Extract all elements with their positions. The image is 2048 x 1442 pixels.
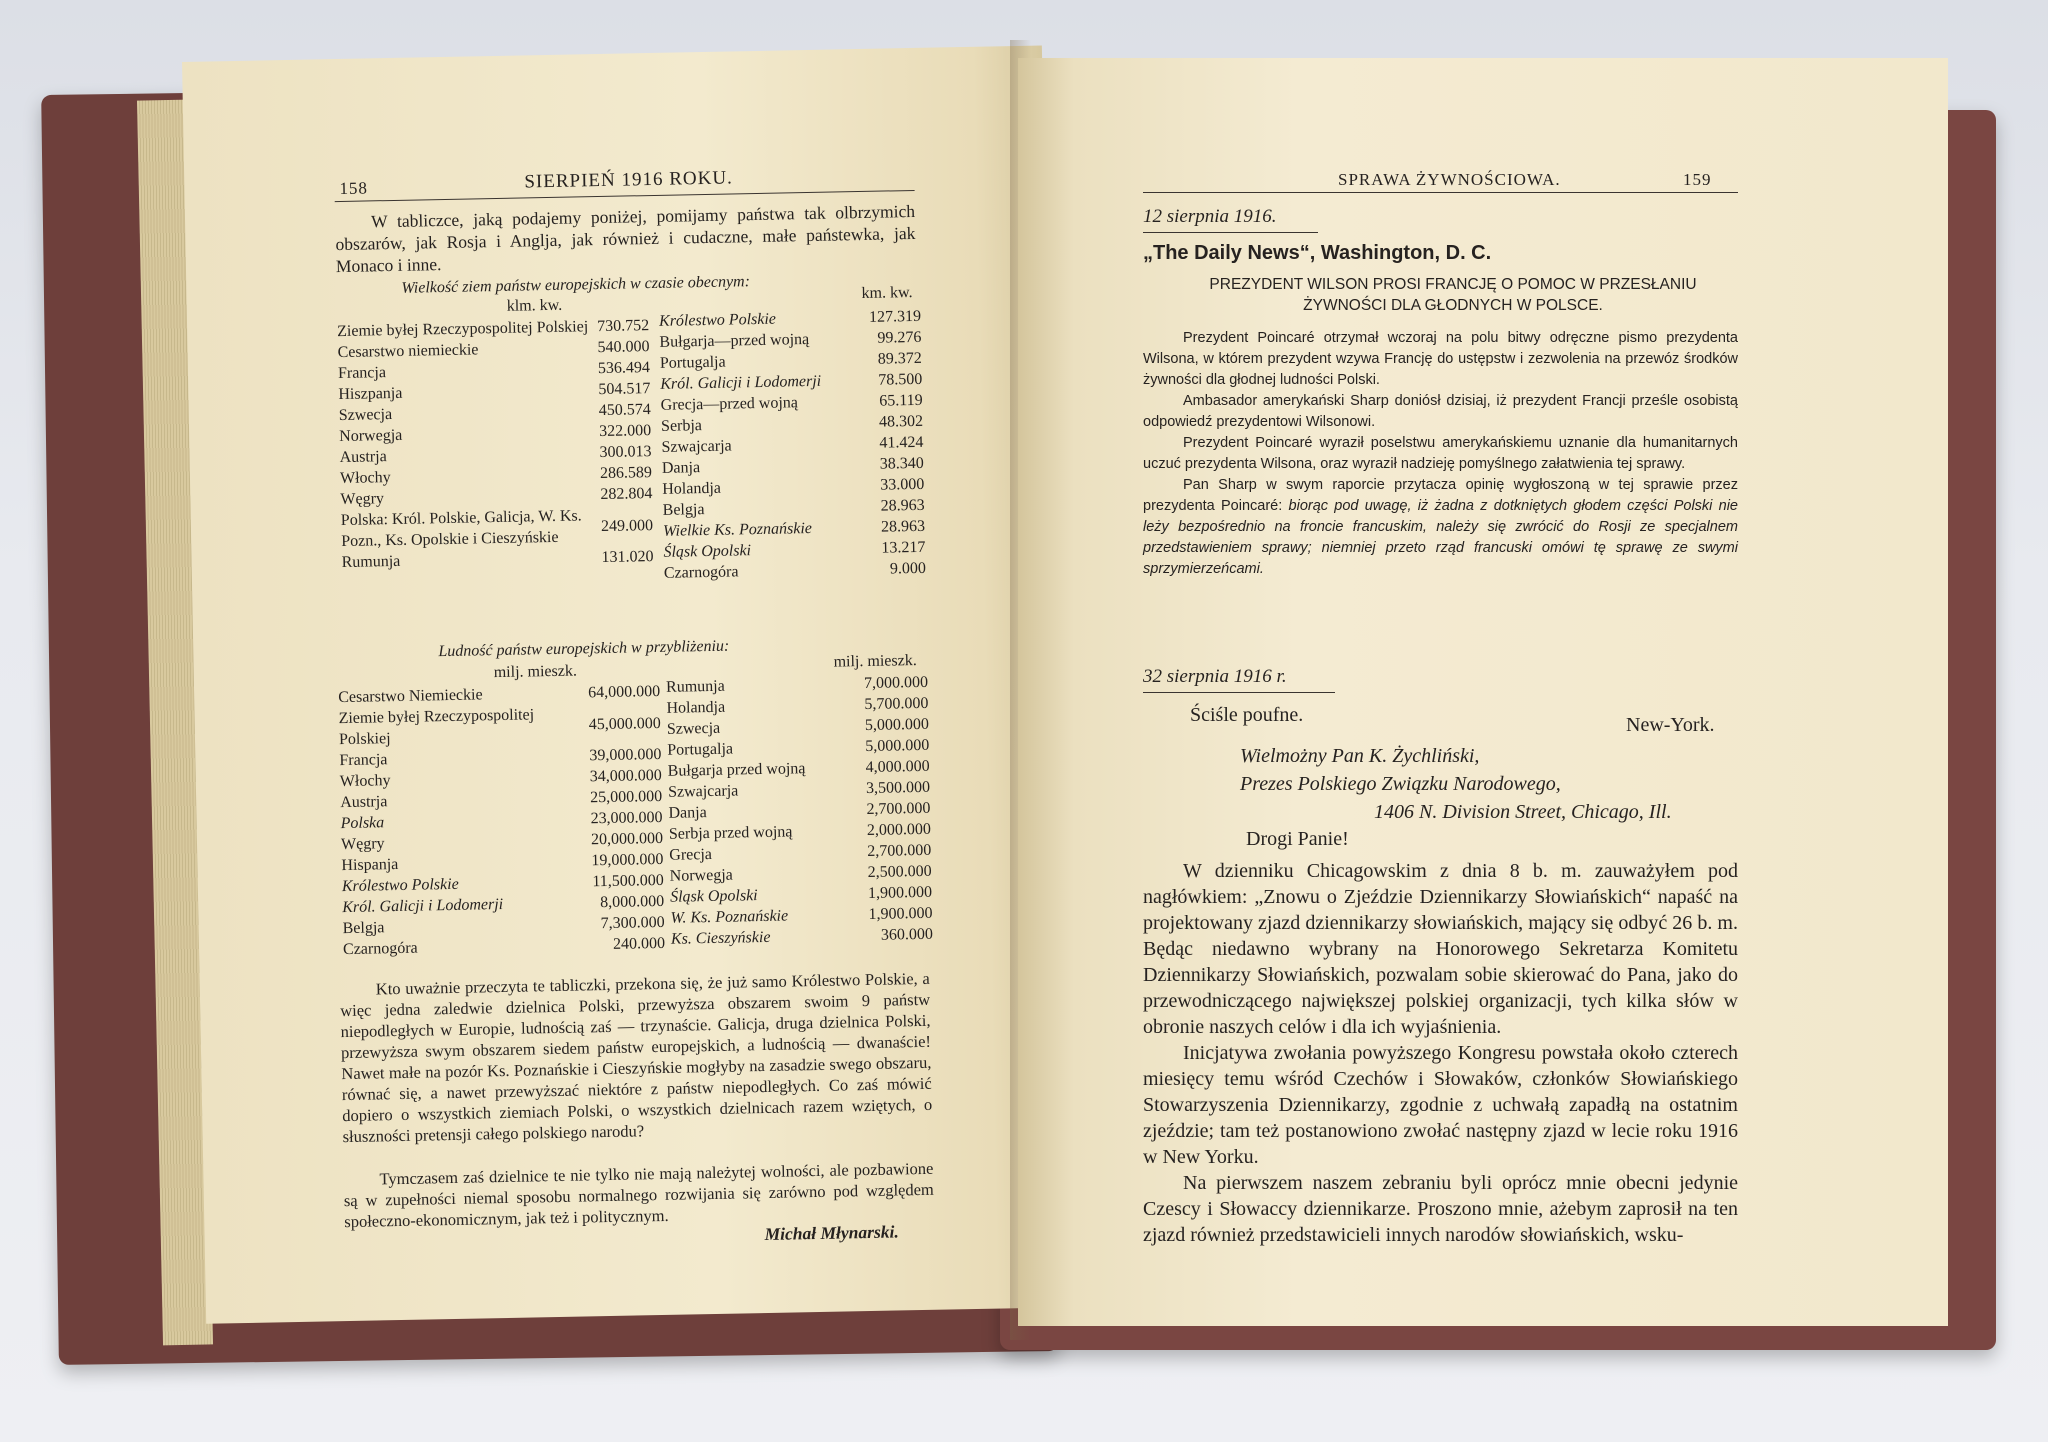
row-label: Czarnogóra bbox=[663, 563, 739, 582]
row-value: 9.000 bbox=[889, 559, 927, 578]
row-value: 8,000.000 bbox=[600, 892, 665, 912]
row-label: Rumunja bbox=[341, 552, 401, 572]
row-value: 2,500.000 bbox=[867, 862, 932, 881]
row-value: 38.340 bbox=[879, 454, 925, 473]
date-heading-1: 12 sierpnia 1916. bbox=[1143, 206, 1277, 227]
row-label: Cesarstwo niemieckie bbox=[337, 341, 479, 362]
row-label: Polska bbox=[340, 814, 385, 833]
row-label: Serbja bbox=[660, 417, 703, 435]
row-label: Węgry bbox=[340, 835, 385, 854]
row-label: Danja bbox=[661, 459, 701, 477]
row-value: 99.276 bbox=[877, 328, 922, 347]
row-label: Belgja bbox=[342, 919, 385, 938]
row-label: Norwegja bbox=[339, 426, 403, 446]
right-page bbox=[1018, 58, 1948, 1326]
row-label: Królestwo Polskie bbox=[341, 875, 459, 896]
row-label: Ziemie byłej Rzeczypospolitej Polskiej bbox=[337, 318, 589, 341]
row-value: 5,700.000 bbox=[864, 694, 929, 714]
population-table-left bbox=[334, 681, 669, 960]
row-label: Ks. Cieszyńskie bbox=[670, 928, 771, 948]
row-label: Bułgarja przed wojną bbox=[667, 760, 806, 780]
population-unit-left: milj. mieszk. bbox=[493, 662, 578, 682]
row-value: 540.000 bbox=[597, 338, 650, 357]
row-label: Grecja bbox=[669, 845, 713, 864]
right-page-number: 159 bbox=[1683, 170, 1712, 189]
row-value: 3,500.000 bbox=[865, 778, 931, 797]
row-label: Włochy bbox=[339, 772, 391, 791]
row-label: Bułgarja—przed wojną bbox=[659, 331, 810, 351]
row-value: 25,000.000 bbox=[590, 787, 663, 807]
population-table-caption: Ludność państw europejskich w przybliżeniu: bbox=[438, 637, 730, 661]
row-label: Grecja—przed wojną bbox=[660, 394, 799, 414]
left-head-rule bbox=[335, 190, 915, 202]
row-value: 360.000 bbox=[880, 925, 934, 944]
row-label: Śląsk Opolski bbox=[669, 887, 758, 906]
left-page-number: 158 bbox=[339, 178, 369, 198]
table-row bbox=[334, 702, 665, 750]
table-row bbox=[667, 924, 937, 950]
row-value: 249.000 bbox=[600, 516, 654, 535]
row-label: Portugalja bbox=[667, 740, 734, 759]
row-label: Holandja bbox=[666, 698, 726, 717]
row-value: 11,500.000 bbox=[592, 871, 664, 891]
row-label: Szwecja bbox=[666, 719, 721, 738]
row-label: Szwecja bbox=[338, 406, 393, 425]
row-value: 7,000.000 bbox=[863, 673, 929, 693]
row-label: Hiszpanja bbox=[338, 384, 403, 404]
row-label: Francja bbox=[339, 751, 388, 770]
row-value: 504.517 bbox=[598, 380, 651, 399]
news-headline: PREZYDENT WILSON PROSI FRANCJĘ O POMOC W PRZESŁANIU ŻYWNOŚCI DLA GŁODNYCH W POLSCE. bbox=[1209, 276, 1697, 314]
confidential-note: Ściśle poufne. bbox=[1190, 704, 1304, 726]
row-value: 240.000 bbox=[612, 934, 666, 953]
row-label: Austrja bbox=[339, 448, 387, 467]
row-value: 65.119 bbox=[879, 391, 923, 410]
row-value: 322.000 bbox=[599, 422, 652, 441]
row-value: 34,000.000 bbox=[589, 766, 662, 786]
row-value: 39,000.000 bbox=[589, 745, 662, 765]
row-value: 28.963 bbox=[880, 496, 925, 515]
row-label: Polska: Król. Polskie, Galicja, W. Ks. Pozn., Ks. Opolskie i Cieszyńskie bbox=[340, 507, 582, 551]
population-unit-right: milj. mieszk. bbox=[833, 652, 917, 671]
date-heading-2: 32 sierpnia 1916 r. bbox=[1143, 666, 1287, 687]
row-label: Belgja bbox=[662, 501, 705, 519]
news-paragraph-3: Prezydent Poincaré wyraził poselstwu amerykańskiemu uznanie dla humanitarnych uczuć prezydenta Wilsona, oraz wyraził nadzieję pomyślnego załatwienia tej sprawy. bbox=[1143, 435, 1738, 472]
row-value: 1,900.000 bbox=[868, 904, 933, 923]
table-row bbox=[660, 558, 930, 584]
row-label: Wielkie Ks. Poznańskie bbox=[662, 519, 813, 540]
row-label: Austrja bbox=[340, 793, 388, 812]
row-value: 2,700.000 bbox=[867, 841, 932, 860]
right-running-head: SPRAWA ŻYWNOŚCIOWA. bbox=[1338, 170, 1561, 189]
row-label: Śląsk Opolski bbox=[663, 542, 752, 561]
row-label: Król. Galicji i Lodomerji bbox=[342, 895, 504, 917]
date-rule-1 bbox=[1143, 232, 1318, 233]
row-label: Szwajcarja bbox=[667, 782, 739, 801]
news-paragraph-1: Prezydent Poincaré otrzymał wczoraj na polu bitwy odręczne pismo prezydenta Wilsona, w którem prezydent wzywa Francję do ustępstw i zezwolenia na przewóz środków żywności dla głodnej ludności Polski. bbox=[1143, 330, 1738, 388]
row-value: 41.424 bbox=[879, 433, 924, 452]
table-row bbox=[337, 504, 658, 552]
signature: Michał Młynarski. bbox=[764, 1221, 899, 1245]
right-head-rule bbox=[1143, 192, 1738, 193]
row-value: 730.752 bbox=[596, 317, 650, 336]
news-paragraph-2: Ambasador amerykański Sharp doniósł dzisiaj, iż prezydent Francji prześle osobistą odpowiedź prezydentowi Wilsonowi. bbox=[1143, 393, 1738, 430]
row-value: 131.020 bbox=[601, 548, 654, 567]
row-label: Włochy bbox=[339, 469, 391, 488]
row-label: W. Ks. Poznańskie bbox=[670, 907, 789, 927]
row-value: 450.574 bbox=[598, 401, 651, 420]
row-label: Holandja bbox=[662, 479, 722, 498]
row-value: 5,000.000 bbox=[865, 736, 930, 756]
news-paragraphs bbox=[1143, 328, 1738, 580]
left-running-head: SIERPIEŃ 1916 ROKU. bbox=[524, 167, 734, 193]
row-label: Danja bbox=[668, 804, 707, 822]
row-label: Szwajcarja bbox=[661, 437, 732, 456]
addressee-line-1: Wielmożny Pan K. Żychliński, bbox=[1240, 745, 1480, 767]
addressee-line-2: Prezes Polskiego Związku Narodowego, bbox=[1240, 773, 1561, 795]
row-label: Serbja przed wojną bbox=[668, 823, 793, 843]
row-label: Francja bbox=[337, 364, 387, 383]
row-value: 4,000.000 bbox=[865, 757, 930, 777]
row-value: 2,700.000 bbox=[866, 799, 931, 818]
letter-body bbox=[1143, 858, 1738, 1248]
row-value: 48.302 bbox=[878, 412, 924, 431]
row-value: 5,000.000 bbox=[864, 715, 930, 735]
news-paragraph-4 bbox=[1143, 475, 1738, 580]
letter-paragraph-3: Na pierwszem naszem zebraniu byli oprócz mnie obecni jedynie Czescy i Słowaccy dziennikarze. Proszono mnie, ażebym zaprosił na ten zjazd również przedstawicieli innych narodów słowiańskich, wsku- bbox=[1143, 1172, 1738, 1246]
row-label: Rumunja bbox=[665, 677, 725, 696]
row-label: Węgry bbox=[340, 490, 385, 509]
row-value: 33.000 bbox=[880, 475, 925, 494]
row-value: 64,000.000 bbox=[588, 682, 661, 702]
letter-addressee bbox=[1240, 742, 1672, 826]
row-label: Królestwo Polskie bbox=[658, 310, 777, 330]
population-table-right bbox=[662, 672, 937, 950]
left-intro: W tabliczce, jaką podajemy poniżej, pomijamy państwa tak olbrzymich obszarów, jak Rosja i Anglja, jak również i cudaczne, małe państewka, jak Monaco i inne. bbox=[335, 200, 916, 277]
row-value: 2,000.000 bbox=[866, 820, 932, 839]
row-label: Norwegja bbox=[669, 866, 733, 885]
row-label: Czarnogóra bbox=[342, 939, 418, 959]
row-label: Hispanja bbox=[341, 855, 399, 875]
row-value: 78.500 bbox=[878, 370, 923, 389]
area-table-right bbox=[655, 306, 930, 584]
left-paragraph-1: Kto uważnie przeczyta te tabliczki, przekona się, że już samo Królestwo Polskie, a więc jedna zaledwie dzielnica Polski, przewyższa obszarem swoim 9 państw niepodległych w Europie, ludnością zaś — trzynaście. Galicja, druga dzielnica Polski, przewyższa swym obszarem siedem państw europejskich, a ludnością — dwanaście! Nawet małe na pozór Ks. Poznańskie i Cieszyńskie mogłyby na zasadzie swego obszaru, równać się, a nawet przewyższać niektóre z państw niepodległych. Co zaś mówić dopiero o wszystkich ziemiach Polski, o wszystkich dzielnicach razem wziętych, o słuszności pretensji całego polskiego narodu? bbox=[340, 968, 933, 1147]
row-value: 19,000.000 bbox=[591, 850, 664, 870]
row-label: Portugalja bbox=[659, 353, 726, 372]
row-label: Cesarstwo Niemieckie bbox=[338, 686, 483, 707]
row-value: 536.494 bbox=[597, 359, 651, 378]
row-value: 7,300.000 bbox=[600, 913, 665, 933]
row-label: Ziemie byłej Rzeczypospolitej Polskiej bbox=[338, 706, 535, 749]
row-value: 1,900.000 bbox=[867, 883, 933, 902]
row-value: 89.372 bbox=[877, 349, 922, 368]
row-value: 23,000.000 bbox=[590, 808, 663, 828]
left-page bbox=[182, 45, 1066, 1323]
news-paragraph-4-intro: Pan Sharp w swym raporcie przytacza opinię wygłoszoną w tej sprawie przez prezydenta Poincaré: bbox=[1143, 477, 1738, 514]
letter-paragraph-2: Inicjatywa zwołania powyższego Kongresu powstała około czterech miesięcy temu wśród Czechów i Słowaków, członków Słowiańskiego Stowarzyszenia Dziennikarzy, zgodnie z uchwałą zapadłą na ostatnim zjeździe; tam też postanowiono zwołać następny zjazd w lecie roku 1916 w New Yorku. bbox=[1143, 1042, 1738, 1168]
row-value: 127.319 bbox=[868, 307, 922, 326]
row-value: 13.217 bbox=[881, 538, 926, 557]
row-value: 282.804 bbox=[600, 485, 653, 504]
row-label: Król. Galicji i Lodomerji bbox=[660, 372, 822, 393]
news-source: „The Daily News“, Washington, D. C. bbox=[1143, 242, 1492, 264]
date-rule-2 bbox=[1143, 692, 1335, 693]
news-paragraph-4-quote: biorąc pod uwagę, iż żadna z dotkniętych głodem części Polski nie leży bezpośrednio na froncie francuskim, należy się zwrócić do Rosji ze specjalnem przedstawieniem sprawy; niemniej przeto rząd francuski omówi tę sprawę ze swymi sprzymierzeńcami. bbox=[1143, 498, 1738, 577]
row-value: 300.013 bbox=[599, 443, 652, 462]
row-value: 286.589 bbox=[599, 464, 653, 483]
row-value: 45,000.000 bbox=[588, 714, 661, 733]
left-paragraph-2: Tymczasem zaś dzielnice te nie tylko nie mają należytej wolności, ale pozbawione są w zupełności niemal sposobu normalnego rozwijania się zarówno pod względem społeczno-ekonomicznym, jak też i politycznym. bbox=[343, 1158, 934, 1232]
addressee-line-3: 1406 N. Division Street, Chicago, Ill. bbox=[1374, 801, 1672, 823]
salutation: Drogi Panie! bbox=[1246, 828, 1349, 850]
letter-place: New-York. bbox=[1626, 714, 1715, 736]
area-unit-left: klm. kw. bbox=[506, 296, 563, 315]
area-table-caption: Wielkość ziem państw europejskich w czasie obecnym: bbox=[401, 273, 751, 297]
letter-paragraph-1: W dzienniku Chicagowskim z dnia 8 b. m. zauważyłem pod nagłówkiem: „Znowu o Zjeździe Dziennikarzy Słowiańskich“ napaść na projektowany zjazd dziennikarzy słowiańskich, mający się odbyć 26 b. m. Będąc niedawno wybrany na Honorowego Sekretarza Komitetu Dziennikarzy Słowiańskich, pozwalam sobie skierować do Pana, jako do przewodniczącego największej polskiej organizacji, tych kilka słów w obronie naszych celów i dla ich wyjaśnienia. bbox=[1143, 860, 1738, 1038]
row-value: 28.963 bbox=[880, 517, 926, 536]
area-unit-right: km. kw. bbox=[861, 284, 913, 302]
row-value: 20,000.000 bbox=[590, 829, 664, 849]
area-table-left bbox=[333, 315, 658, 573]
